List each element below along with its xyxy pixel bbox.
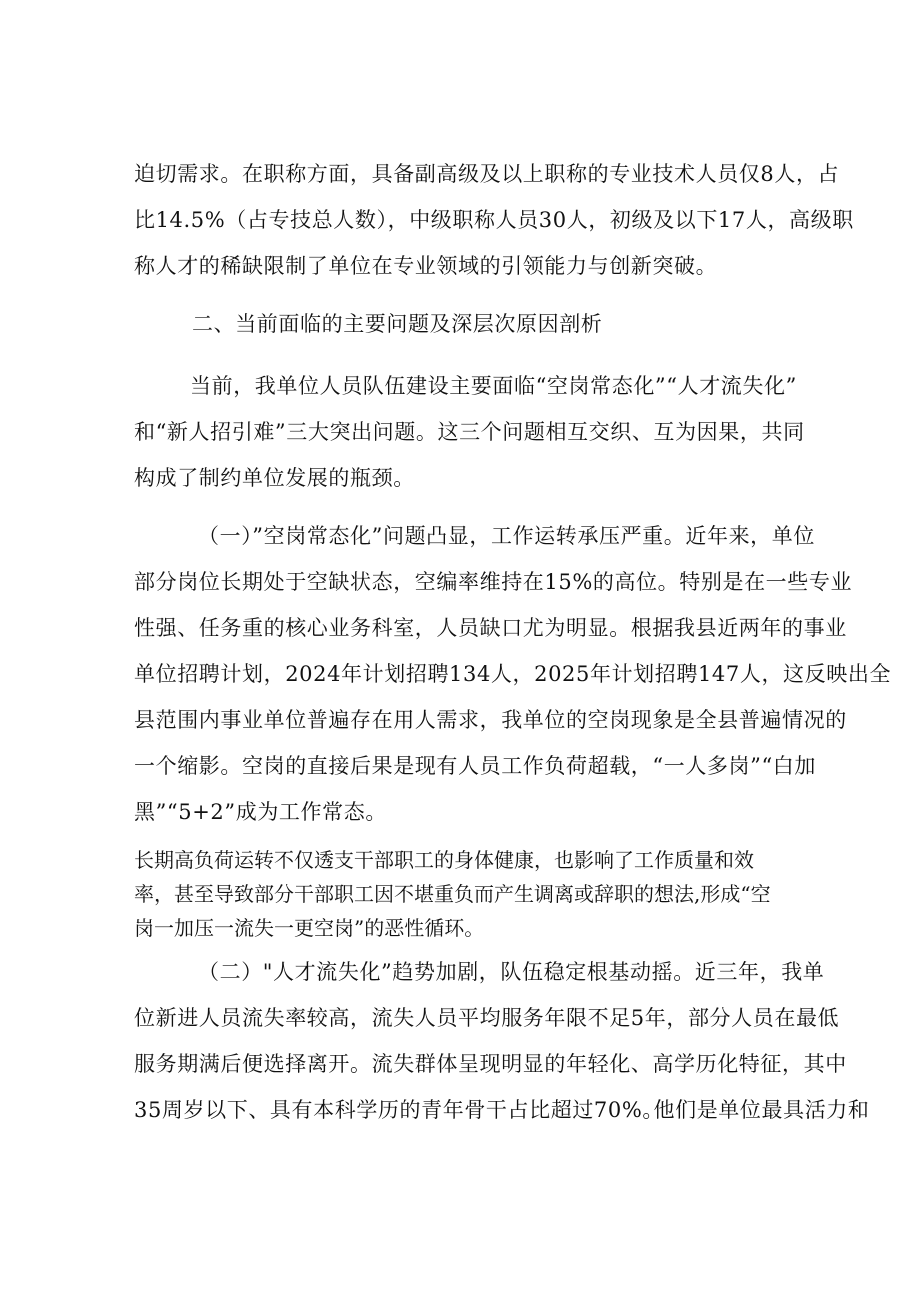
paragraph-line: 率，甚至导致部分干部职工因不堪重负而产生调离或辞职的想法,形成“空 (134, 882, 771, 906)
section-heading: 二、当前面临的主要问题及深层次原因剖析 (192, 312, 603, 336)
paragraph-line: 位新进人员流失率较高，流失人员平均服务年限不足5年，部分人员在最低 (134, 1006, 840, 1030)
paragraph-line: 单位招聘计划，2024年计划招聘134人，2025年计划招聘147人，这反映出全 (134, 662, 892, 686)
paragraph-line: 县范围内事业单位普遍存在用人需求，我单位的空岗现象是全县普遍情况的 (134, 708, 847, 732)
paragraph-line: 迫切需求。在职称方面，具备副高级及以上职称的专业技术人员仅8人，占 (134, 162, 840, 186)
paragraph-line: 部分岗位长期处于空缺状态，空编率维持在15%的高位。特别是在一些专业 (134, 570, 853, 594)
paragraph-line: 构成了制约单位发展的瓶颈。 (134, 466, 415, 490)
paragraph-line: 一个缩影。空岗的直接后果是现有人员工作负荷超载，“一人多岗”“白加 (134, 754, 817, 778)
paragraph-line: （一）”空岗常态化”问题凸显，工作运转承压严重。近年来，单位 (198, 524, 815, 548)
paragraph-line: 称人才的稀缺限制了单位在专业领域的引领能力与创新突破。 (134, 254, 718, 278)
paragraph-line: 和“新人招引难”三大突出问题。这三个问题相互交织、互为因果，共同 (134, 420, 805, 444)
paragraph-line: 黑”“5+2”成为工作常态。 (134, 800, 387, 824)
paragraph-line: 比14.5%（占专技总人数），中级职称人员30人，初级及以下17人，高级职 (134, 208, 854, 232)
paragraph-line: （二）"人才流失化”趋势加剧，队伍稳定根基动摇。近三年，我单 (198, 960, 825, 984)
paragraph-line: 35周岁以下、具有本科学历的青年骨干占比超过70%｡他们是单位最具活力和 (134, 1098, 870, 1122)
paragraph-line: 性强、任务重的核心业务科室，人员缺口尤为明显。根据我县近两年的事业 (134, 616, 847, 640)
paragraph-line: 当前，我单位人员队伍建设主要面临“空岗常态化”“人才流失化” (190, 374, 797, 398)
paragraph-line: 岗一加压一流失一更空岗”的恶性循环。 (134, 916, 485, 940)
paragraph-line: 服务期满后便选择离开。流失群体呈现明显的年轻化、高学历化特征，其中 (134, 1052, 847, 1076)
paragraph-line: 长期高负荷运转不仅透支干部职工的身体健康，也影响了工作质量和效 (134, 848, 754, 872)
